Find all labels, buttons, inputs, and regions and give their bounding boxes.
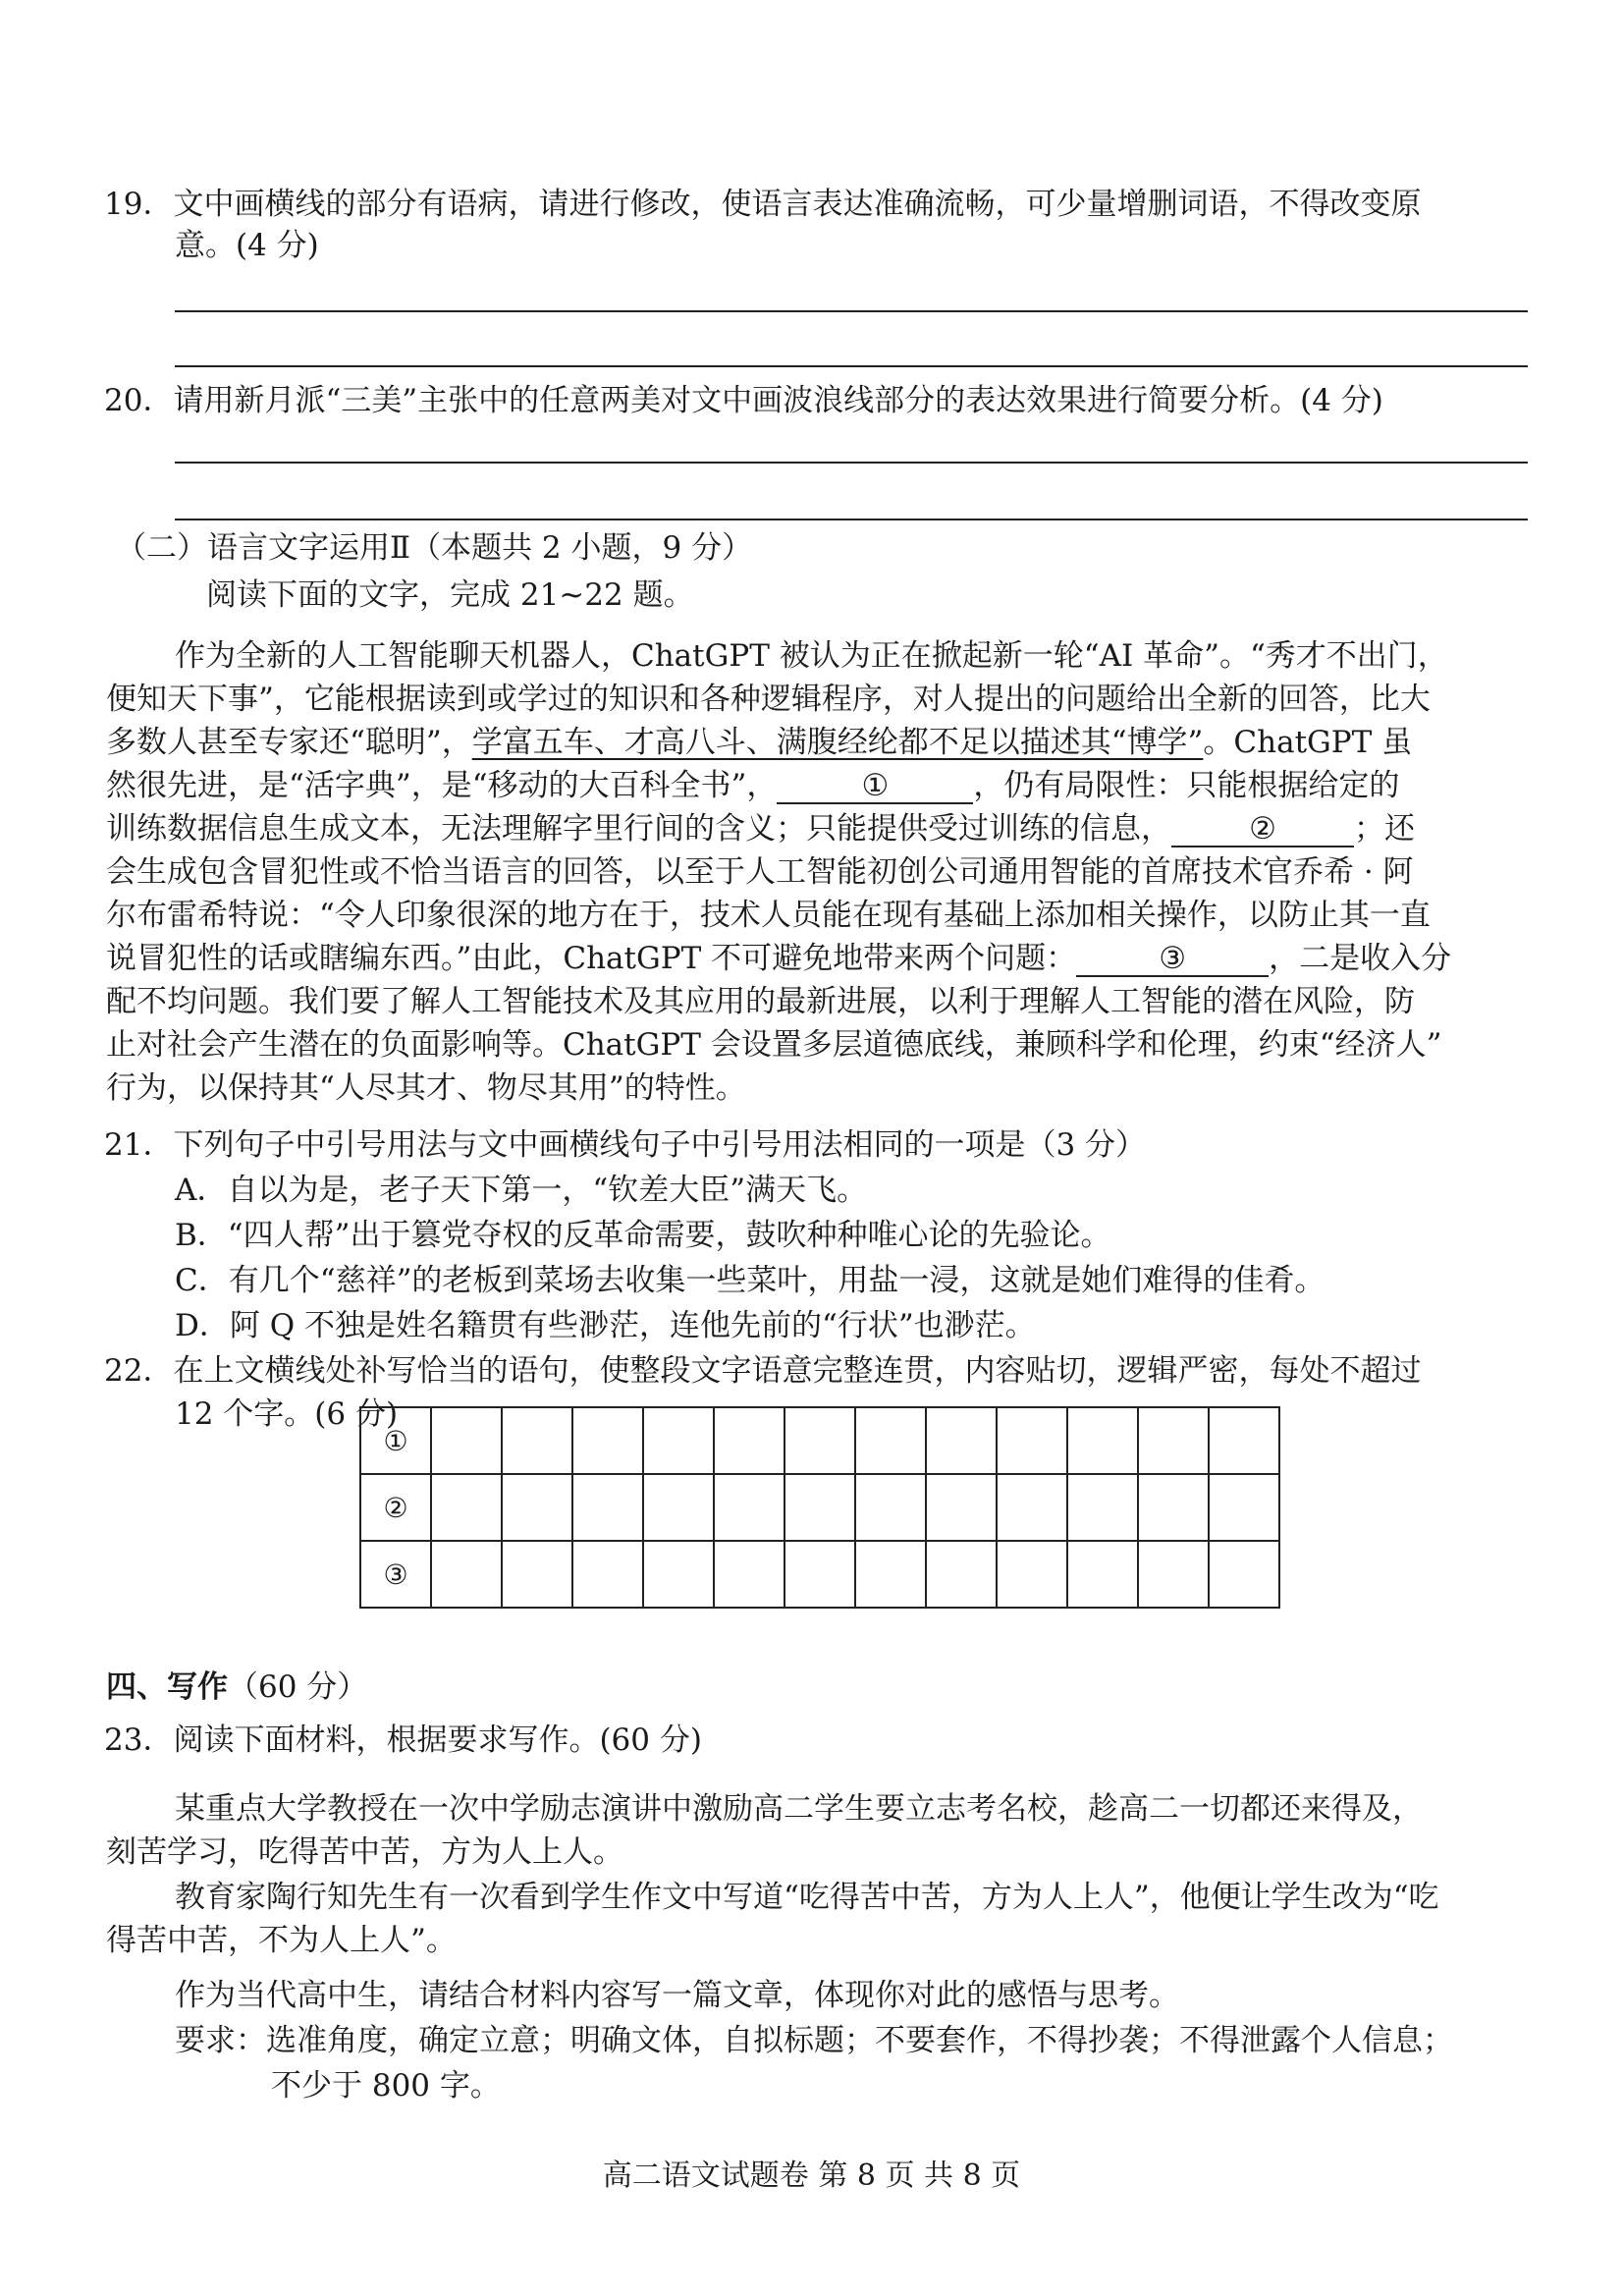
q21-option-d[interactable]: D．阿 Q 不独是姓名籍贯有些渺茫，连他先前的“行状”也渺茫。 [175,1308,1036,1343]
grid-cell[interactable] [643,1407,714,1474]
passage-line: 便知天下事”，它能根据读到或学过的知识和各种逻辑程序，对人提出的问题给出全新的回答，比大 [106,682,1431,717]
passage-line: 配不均问题。我们要了解人工智能技术及其应用的最新进展，以利于理解人工智能的潜在风险，防 [106,984,1415,1019]
answer-grid [359,1406,1280,1609]
section4-title: 四、写作（60 分） [106,1669,368,1705]
grid-cell[interactable] [714,1407,784,1474]
task-line: 作为当代高中生，请结合材料内容写一篇文章，体现你对此的感悟与思考。 [175,1978,1179,2013]
blank-1[interactable]: ① [777,769,973,804]
grid-cell[interactable] [431,1407,502,1474]
grid-cell[interactable] [502,1407,572,1474]
passage-line: 训练数据信息生成文本，无法理解字里行间的含义；只能提供受过训练的信息， ② ；还 [106,811,1415,847]
grid-cell[interactable] [784,1407,855,1474]
material-line: 教育家陶行知先生有一次看到学生作文中写道“吃得苦中苦，方为人上人”，他便让学生改为“吃 [175,1880,1439,1915]
q19-line2: 意。(4 分) [175,228,319,263]
passage-line: 说冒犯性的话或瞎编东西。”由此，ChatGPT 不可避免地带来两个问题： ③ ，二是收入分 [106,941,1452,976]
grid-cell[interactable] [855,1407,926,1474]
passage-line: 止对社会产生潜在的负面影响等。ChatGPT 会设置多层道德底线，兼顾科学和伦理，约束“经济人” [106,1027,1442,1063]
grid-cell[interactable] [572,1407,643,1474]
grid-row-3 [360,1541,1279,1608]
grid-cell[interactable] [431,1541,502,1608]
grid-cell[interactable] [572,1541,643,1608]
grid-cell[interactable] [1209,1541,1279,1608]
passage-line: 尔布雷希特说：“令人印象很深的地方在于，技术人员能在现有基础上添加相关操作，以防止其一直 [106,898,1431,933]
q21-option-c[interactable]: C．有几个“慈祥”的老板到菜场去收集一些菜叶，用盐一浸，这就是她们难得的佳肴。 [175,1263,1325,1298]
grid-cell[interactable] [572,1474,643,1541]
q22-line1: 22．在上文横线处补写恰当的语句，使整段文字语意完整连贯，内容贴切，逻辑严密，每处不超过 [104,1353,1422,1389]
grid-cell[interactable] [431,1474,502,1541]
q20-answer-line-2[interactable] [175,519,1528,520]
grid-cell[interactable] [1138,1541,1209,1608]
q21-stem: 21．下列句子中引号用法与文中画横线句子中引号用法相同的一项是（3 分） [104,1127,1147,1163]
grid-row-label: ① [360,1407,431,1474]
passage-line: 多数人甚至专家还“聪明”，学富五车、才高八斗、满腹经纶都不足以描述其“博学”。ChatGPT 虽 [106,725,1413,760]
passage-line: 会生成包含冒犯性或不恰当语言的回答，以至于人工智能初创公司通用智能的首席技术官乔希 · 阿 [106,854,1414,890]
grid-cell[interactable] [502,1474,572,1541]
grid-cell[interactable] [926,1541,997,1608]
grid-cell[interactable] [997,1474,1067,1541]
grid-cell[interactable] [1067,1541,1138,1608]
q21-option-b[interactable]: B．“四人帮”出于篡党夺权的反革命需要，鼓吹种种唯心论的先验论。 [175,1218,1111,1253]
grid-cell[interactable] [784,1541,855,1608]
grid-cell[interactable] [643,1541,714,1608]
q21-option-a[interactable]: A．自以为是，老子天下第一，“钦差大臣”满天飞。 [175,1173,868,1208]
blank-3[interactable]: ③ [1076,942,1269,977]
grid-cell[interactable] [997,1541,1067,1608]
underlined-sentence: 学富五车、才高八斗、满腹经纶都不足以描述其“博学” [471,725,1204,760]
material-line: 得苦中苦，不为人上人”。 [106,1923,457,1958]
grid-cell[interactable] [926,1474,997,1541]
grid-cell[interactable] [1067,1474,1138,1541]
section2-title: （二）语言文字运用Ⅱ（本题共 2 小题，9 分） [116,530,753,566]
grid-row-2 [360,1474,1279,1541]
section2-instruction: 阅读下面的文字，完成 21~22 题。 [206,577,694,613]
passage-line: 行为，以保持其“人尽其才、物尽其用”的特性。 [106,1070,746,1106]
blank-2[interactable]: ② [1171,812,1354,847]
passage-line: 作为全新的人工智能聊天机器人，ChatGPT 被认为正在掀起新一轮“AI 革命”。“秀才不出门， [175,638,1448,674]
q22-line2: 12 个字。(6 分) [175,1396,399,1432]
grid-cell[interactable] [714,1541,784,1608]
grid-cell[interactable] [1209,1474,1279,1541]
material-line: 刻苦学习，吃得苦中苦，方为人上人。 [106,1834,623,1870]
grid-cell[interactable] [1138,1407,1209,1474]
requirements-line: 要求：选准角度，确定立意；明确文体，自拟标题；不要套作，不得抄袭；不得泄露个人信息； [175,2023,1453,2058]
grid-cell[interactable] [855,1541,926,1608]
grid-cell[interactable] [855,1474,926,1541]
grid-row-1 [360,1407,1279,1474]
grid-row-label: ② [360,1474,431,1541]
q23-stem: 23．阅读下面材料，根据要求写作。(60 分) [104,1722,702,1758]
grid-cell[interactable] [1138,1474,1209,1541]
q19-answer-line-2[interactable] [175,365,1528,367]
q19-answer-line-1[interactable] [175,310,1528,312]
page-footer: 高二语文试题卷 第 8 页 共 8 页 [602,2159,1021,2193]
grid-cell[interactable] [997,1407,1067,1474]
grid-cell[interactable] [502,1541,572,1608]
grid-cell[interactable] [1067,1407,1138,1474]
requirements-line: 不少于 800 字。 [271,2068,501,2104]
grid-cell[interactable] [714,1474,784,1541]
grid-cell[interactable] [784,1474,855,1541]
q20-line1: 20．请用新月派“三美”主张中的任意两美对文中画波浪线部分的表达效果进行简要分析。(4 分) [104,383,1383,418]
passage-line: 然很先进，是“活字典”，是“移动的大百科全书”， ① ，仍有局限性：只能根据给定的 [106,768,1400,803]
grid-cell[interactable] [926,1407,997,1474]
grid-cell[interactable] [1209,1407,1279,1474]
q20-answer-line-1[interactable] [175,462,1528,464]
grid-row-label: ③ [360,1541,431,1608]
q19-line1: 19．文中画横线的部分有语病，请进行修改，使语言表达准确流畅，可少量增删词语，不得改变原 [104,187,1422,222]
grid-cell[interactable] [643,1474,714,1541]
material-line: 某重点大学教授在一次中学励志演讲中激励高二学生要立志考名校，趁高二一切都还来得及， [175,1791,1423,1827]
